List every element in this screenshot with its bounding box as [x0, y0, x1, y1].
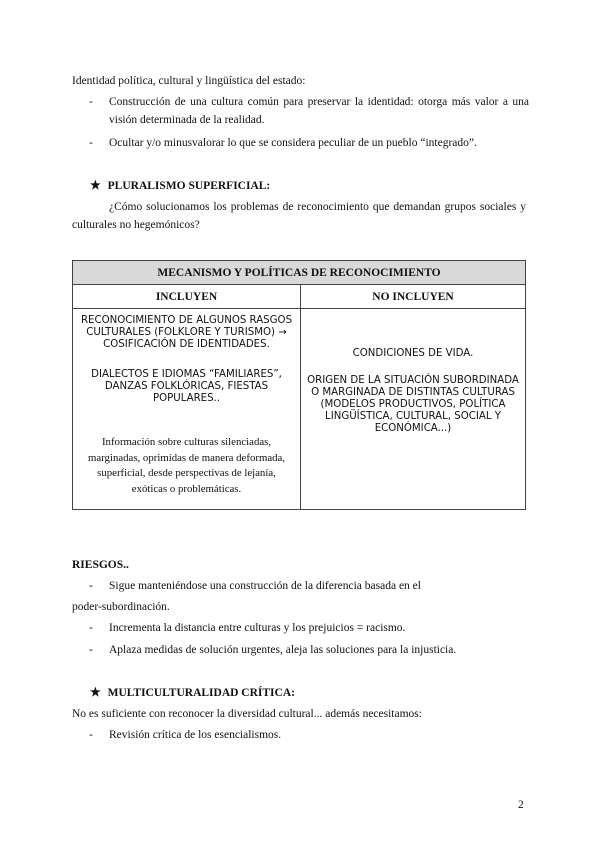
column-header-excludes: NO INCLUYEN: [301, 285, 526, 309]
includes-text-3: Información sobre culturas silenciadas, marginadas, oprimidas de manera deformada, superficial, desde perspectivas de lejanía, exóticas o problemáticas.: [87, 436, 286, 495]
list-dash: -: [89, 96, 93, 108]
recognition-table: [72, 260, 526, 510]
section-title: PLURALISMO SUPERFICIAL:: [107, 180, 271, 192]
list-item-text: Construcción de una cultura común para preservar la identidad: otorga más valor a una visión determinada de la realidad.: [109, 96, 529, 126]
includes-text-2: DIALECTOS E IDIOMAS “FAMILIARES”, DANZAS FOLKLÓRICAS, FIESTAS POPULARES..: [91, 369, 282, 404]
section-heading-multiculturalidad: [90, 683, 295, 702]
excludes-text-2: ORIGEN DE LA SITUACIÓN SUBORDINADA O MARGINADA DE DISTINTAS CULTURAS (MODELOS PRODUCTIVOS, POLÍTICA LINGÜÍSTICA, CULTURAL, SOCIAL Y ECONÓMICA...): [307, 375, 519, 434]
list-dash: -: [89, 622, 93, 634]
list-dash: -: [89, 644, 93, 656]
risks-heading: RIESGOS..: [72, 559, 129, 571]
list-item-text: Ocultar y/o minusvalorar lo que se considera peculiar de un pueblo “integrado”.: [109, 137, 477, 149]
section-title: MULTICULTURALIDAD CRÍTICA:: [107, 687, 295, 699]
intro-text: Identidad política, cultural y lingüística del estado:: [72, 75, 306, 87]
star-icon: ★: [90, 685, 101, 699]
list-item-text: Incrementa la distancia entre culturas y los prejuicios = racismo.: [109, 622, 406, 634]
excludes-text-1: CONDICIONES DE VIDA.: [352, 348, 474, 359]
cell-excludes: [301, 309, 526, 510]
list-dash: -: [89, 729, 93, 741]
section2-intro: No es suficiente con reconocer la diversidad cultural... además necesitamos:: [72, 708, 422, 720]
table-title: MECANISMO Y POLÍTICAS DE RECONOCIMIENTO: [73, 261, 526, 285]
section-question: ¿Cómo solucionamos los problemas de reconocimiento que demandan grupos sociales y culturales no hegemónicos?: [72, 201, 526, 231]
section-heading-pluralismo: [90, 176, 270, 195]
list-item-text: Aplaza medidas de solución urgentes, aleja las soluciones para la injusticia.: [109, 644, 457, 656]
list-item-text: Sigue manteniéndose una construcción de la diferencia basada en el: [109, 580, 421, 592]
list-dash: -: [89, 580, 93, 592]
list-item-text: Revisión crítica de los esencialismos.: [109, 729, 282, 741]
list-item: [89, 93, 529, 131]
list-item-continuation: poder-subordinación.: [72, 601, 170, 613]
includes-text-1: RECONOCIMIENTO DE ALGUNOS RASGOS CULTURALES (FOLKLORE Y TURISMO) → COSIFICACIÓN DE IDENTIDADES.: [80, 315, 293, 350]
cell-includes: [73, 309, 301, 510]
star-icon: ★: [90, 178, 101, 192]
page-number: 2: [518, 799, 524, 811]
list-dash: -: [89, 137, 93, 149]
column-header-includes: INCLUYEN: [73, 285, 301, 309]
